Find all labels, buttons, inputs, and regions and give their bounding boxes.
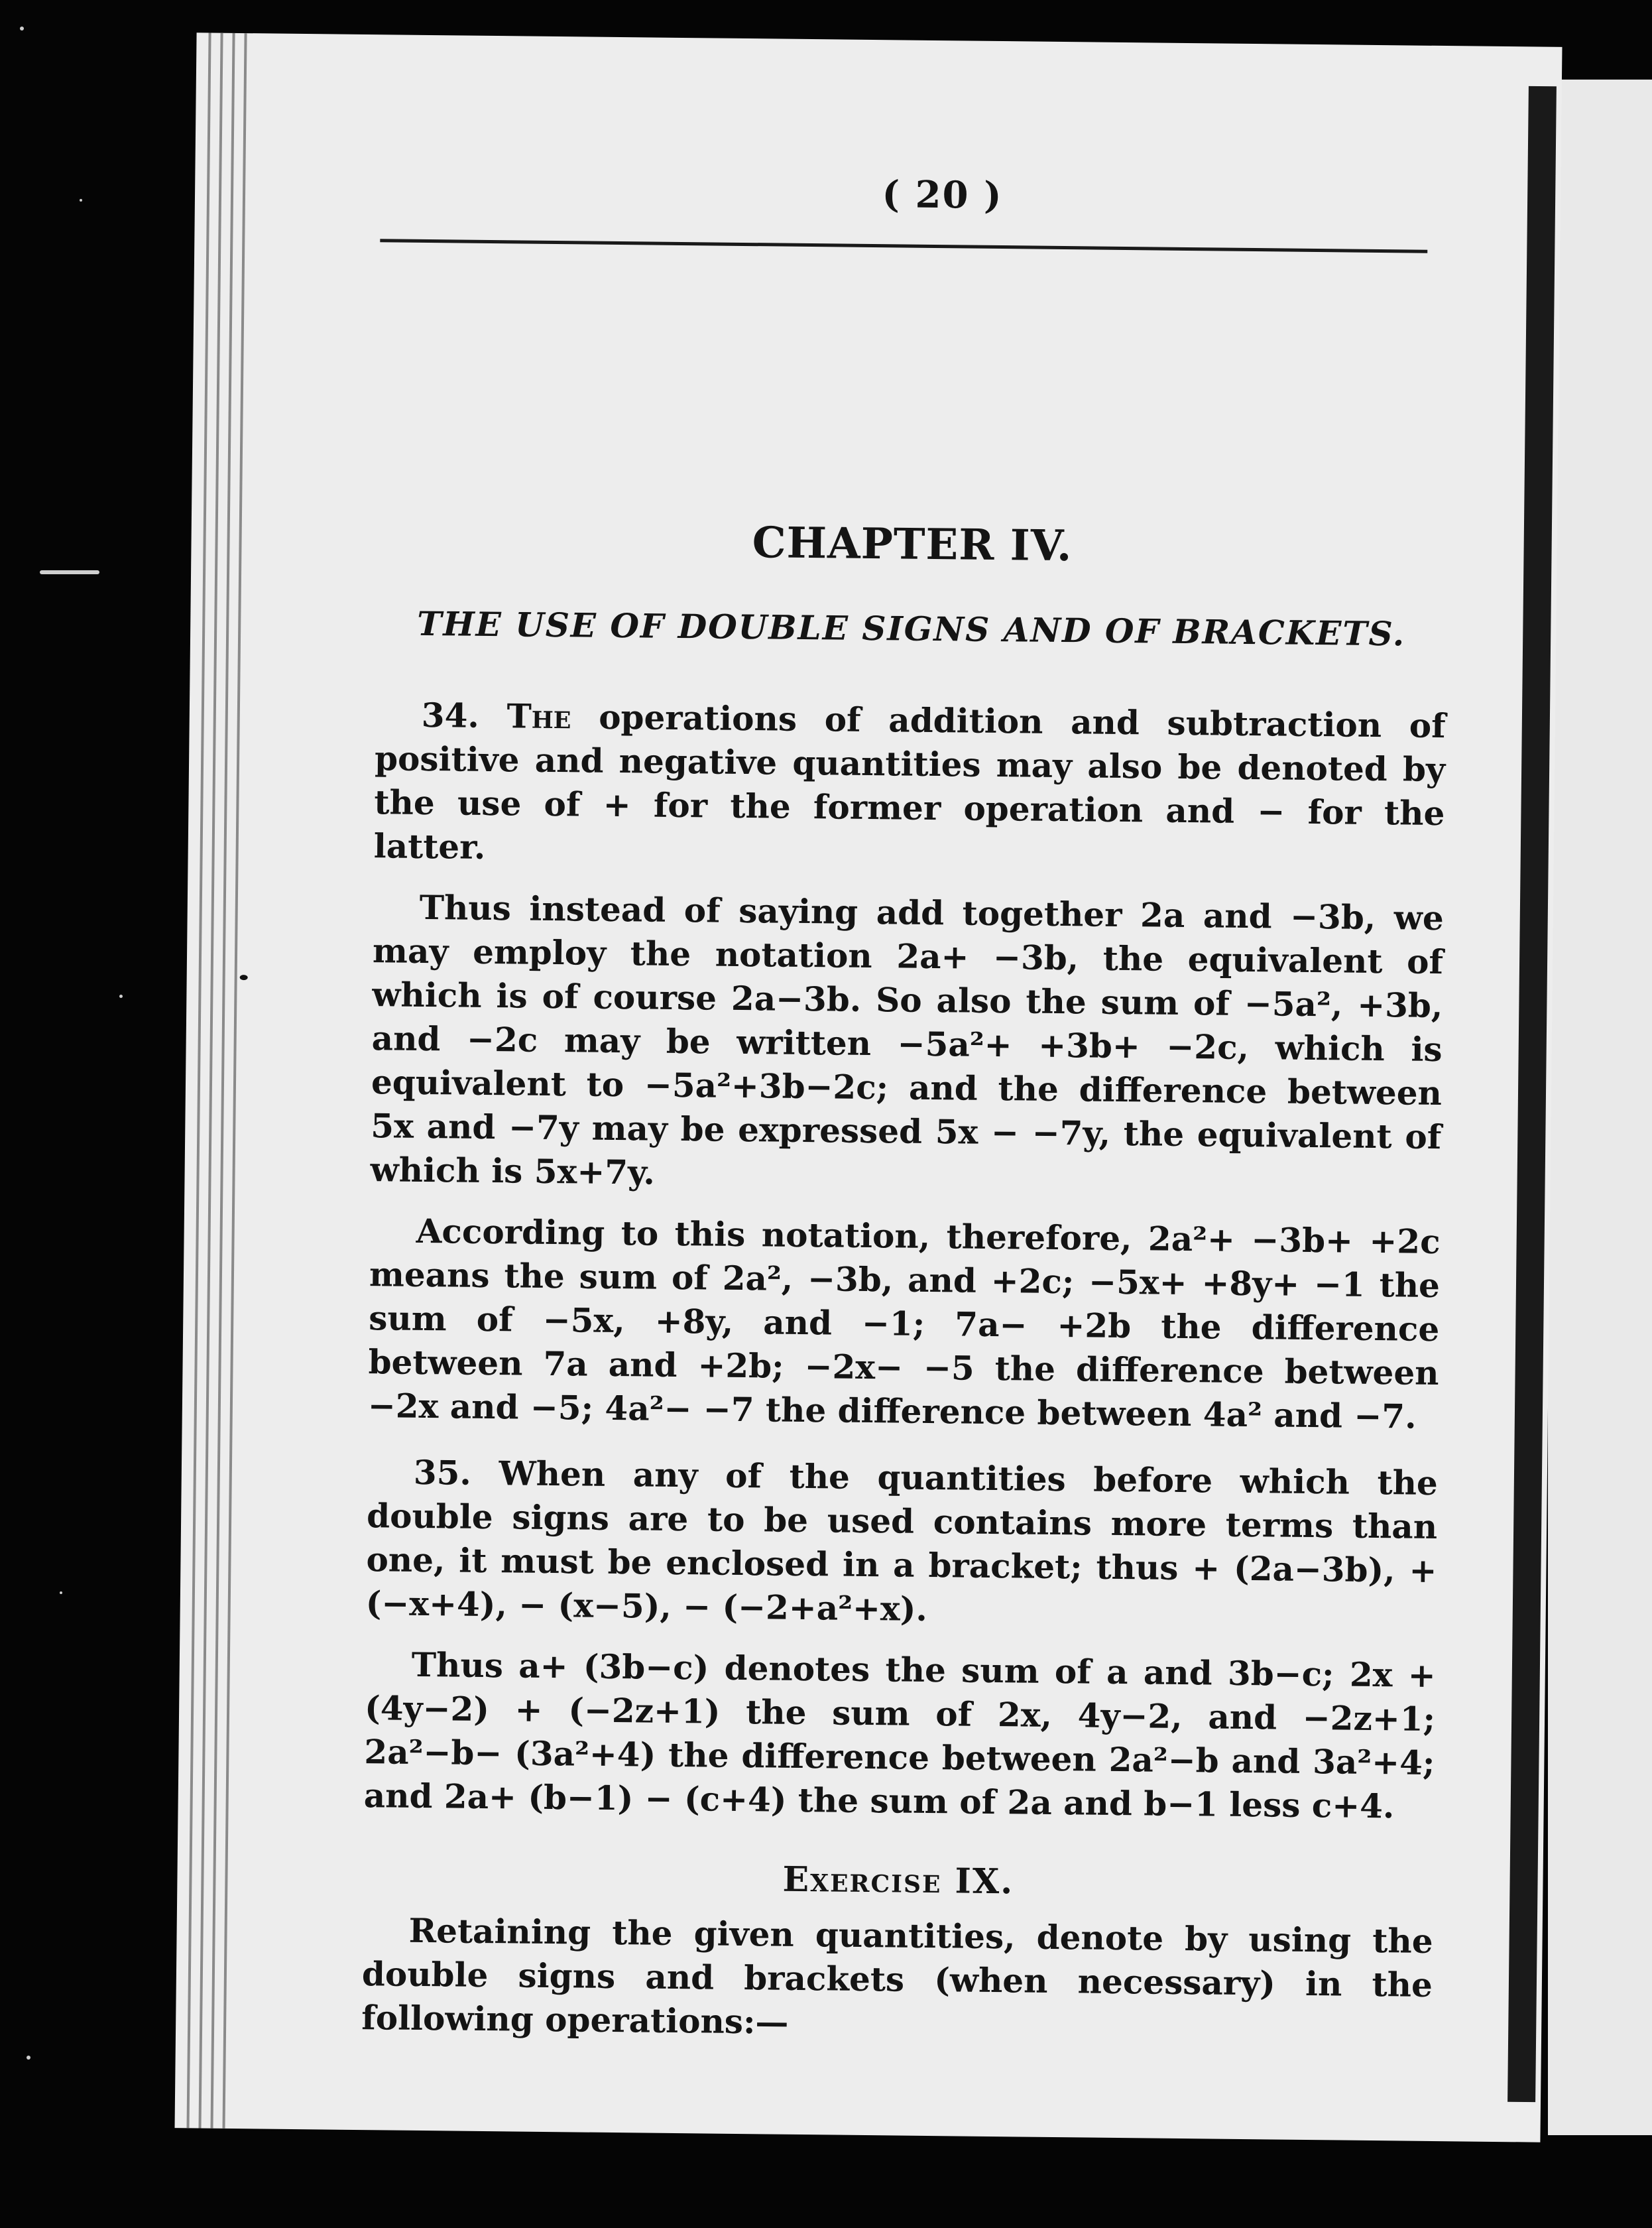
- page-edge-lines: [175, 32, 257, 2129]
- section-intro-word: The: [506, 696, 571, 737]
- dust-speck: [60, 1591, 62, 1594]
- section-35-paragraph-1: [365, 1450, 1438, 1637]
- page-number: ( 20 ): [882, 172, 1003, 218]
- dust-speck: [20, 27, 24, 31]
- section-35-text: When any of the quantities before which the double signs are to be used contains more terms than one, it must be enclosed in a bracket; thus + (2a−3b), + (−x+4), − (x−5), − (−2+a²+x).: [365, 1454, 1439, 1629]
- exercise-instructions: Retaining the given quantities, denote by using the double signs and brackets (when necessary) in the following operations:—: [361, 1910, 1433, 2042]
- exercise-heading-text: Exercise IX.: [782, 1859, 1014, 1902]
- dust-speck: [27, 2056, 30, 2060]
- chapter-subtitle: THE USE OF DOUBLE SIGNS AND OF BRACKETS.: [416, 603, 1406, 654]
- section-34-paragraph-2: Thus instead of saying add together 2a and −3b, we may employ the notation 2a+ −3b, the equivalent of which is of course 2a−3b. So also the sum of −5a², +3b, and −2c may be written −5a²+ +3b+ −2c, which is equivalent to −5a²+3b−2c; and the difference between 5x and −7y may be expressed 5x − −7y, the equivalent of which is 5x+7y.: [370, 887, 1445, 1192]
- section-34-paragraph-3: According to this notation, therefore, 2a²+ −3b+ +2c means the sum of 2a², −3b, and +2c; −5x+ +8y+ −1 the sum of −5x, +8y, and −1; 7a− +2b the difference between 7a and +2b; −2x− −5 the difference between −2x and −5; 4a²− −7 the difference between 4a² and −7.: [367, 1211, 1441, 1436]
- section-34-text: operations of addition and subtraction of positive and negative quantities may also be denoted by the use of + for the former operation and − for the latter.: [373, 697, 1446, 867]
- section-number: 35.: [413, 1452, 472, 1493]
- dust-speck: [40, 570, 99, 574]
- adjacent-page-edge: [1548, 80, 1652, 2135]
- section-number: 34.: [421, 695, 480, 735]
- ink-fleck: [240, 975, 248, 980]
- section-35-paragraph-2: Thus a+ (3b−c) denotes the sum of a and 3b−c; 2x + (4y−2) + (−2z+1) the sum of 2x, 4y−2, and −2z+1; 2a²−b− (3a²+4) the difference between 2a²−b and 3a²+4; and 2a+ (b−1) − (c+4) the sum of 2a and b−1 less c+4.: [363, 1644, 1437, 1826]
- book-page: [175, 32, 1563, 2142]
- dust-speck: [119, 995, 123, 998]
- dust-speck: [80, 199, 82, 202]
- exercise-heading: [363, 1855, 1434, 1906]
- page-content: [361, 167, 1451, 2051]
- section-34-paragraph-1: [373, 693, 1446, 879]
- header-rule: [380, 239, 1427, 253]
- chapter-title: CHAPTER IV.: [752, 518, 1073, 572]
